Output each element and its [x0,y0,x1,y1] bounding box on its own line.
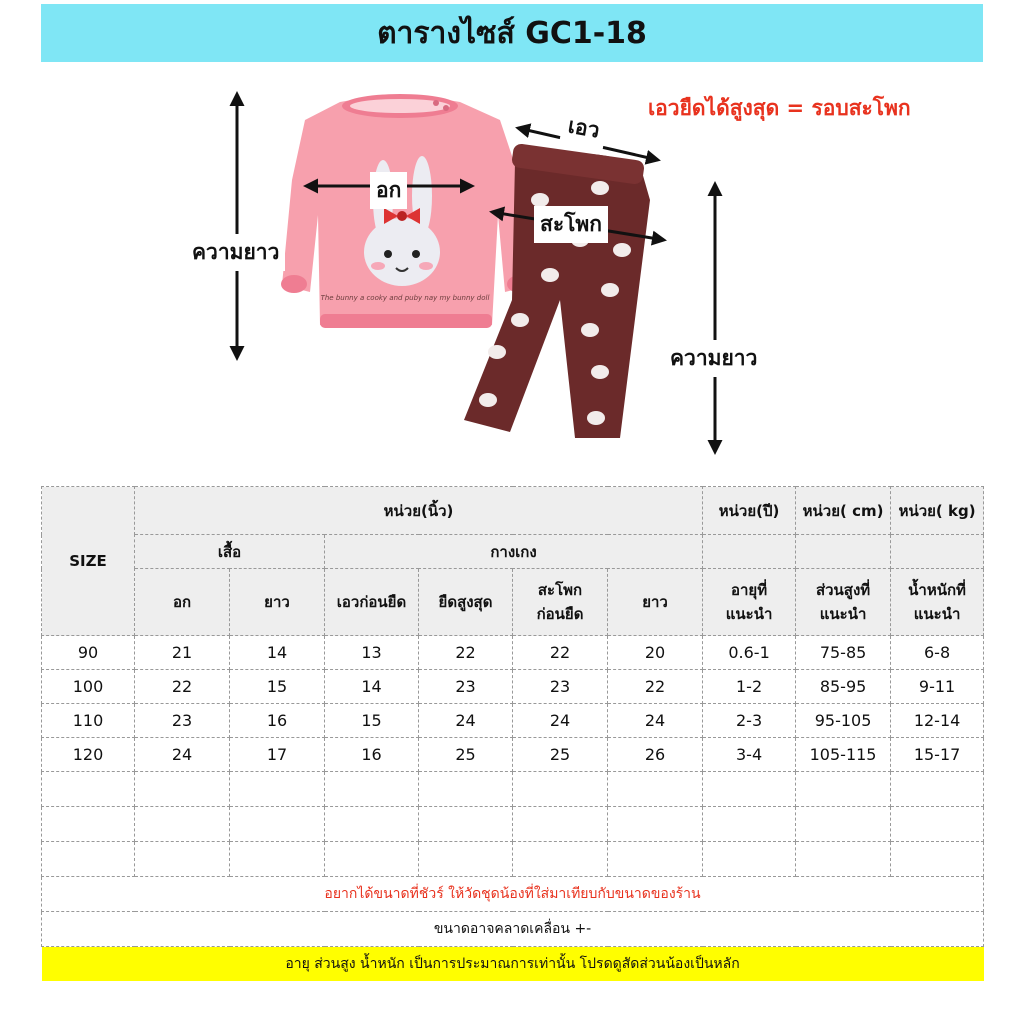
col-hip: สะโพก ก่อนยืด [513,569,608,636]
table-cell: 14 [230,636,325,670]
pants-waist-label: เอว [559,106,608,150]
measure-advice-note: อยากได้ขนาดที่ชัวร์ ให้วัดชุดน้องที่ใส่มาเทียบกับขนาดของร้าน [42,877,984,912]
table-cell: 15 [230,670,325,704]
table-cell: 23 [513,670,608,704]
table-row [42,738,984,772]
table-cell: 9-11 [891,670,984,704]
table-cell: 3-4 [703,738,796,772]
estimate-disclaimer: อายุ ส่วนสูง น้ำหนัก เป็นการประมาณการเท่านั้น โปรดดูสัดส่วนน้องเป็นหลัก [42,947,984,982]
garment-illustration [0,62,1024,482]
table-cell: 2-3 [703,704,796,738]
shirt-group-header: เสื้อ [135,535,325,569]
col-waist-unstretched: เอวก่อนยืด [325,569,419,636]
table-row [42,704,984,738]
table-cell: 75-85 [796,636,891,670]
table-cell: 85-95 [796,670,891,704]
size-cell: 100 [42,670,135,704]
table-cell: 24 [608,704,703,738]
table-cell: 22 [135,670,230,704]
size-cell: 90 [42,636,135,670]
col-height: ส่วนสูงที่ แนะนำ [796,569,891,636]
col-age: อายุที่ แนะนำ [703,569,796,636]
pants-group-header: กางเกง [325,535,703,569]
table-cell: 12-14 [891,704,984,738]
table-cell: 15-17 [891,738,984,772]
inch-unit-header: หน่วย(นิ้ว) [135,487,703,535]
tolerance-note: ขนาดอาจคลาดเคลื่อน +- [42,912,984,947]
col-pants-length: ยาว [608,569,703,636]
table-row [42,670,984,704]
col-weight: น้ำหนักที่ แนะนำ [891,569,984,636]
shirt-length-label: ความยาว [186,234,285,271]
table-cell: 22 [513,636,608,670]
size-header: SIZE [42,487,135,636]
table-cell: 0.6-1 [703,636,796,670]
table-cell: 25 [513,738,608,772]
shirt-image [281,94,533,328]
table-cell: 13 [325,636,419,670]
col-shirt-length: ยาว [230,569,325,636]
table-cell: 24 [419,704,513,738]
table-cell: 23 [419,670,513,704]
table-cell: 26 [608,738,703,772]
col-chest: อก [135,569,230,636]
table-cell: 1-2 [703,670,796,704]
size-table [41,486,984,981]
table-cell: 23 [135,704,230,738]
table-cell: 21 [135,636,230,670]
table-cell: 22 [419,636,513,670]
table-cell: 24 [135,738,230,772]
year-unit-header: หน่วย(ปี) [703,487,796,535]
title-bar [41,4,983,62]
table-cell: 25 [419,738,513,772]
table-cell: 95-105 [796,704,891,738]
page-title: ตารางไซส์ GC1-18 [377,15,647,51]
pants-hip-label: สะโพก [534,206,608,243]
table-cell: 24 [513,704,608,738]
table-cell: 16 [325,738,419,772]
table-cell: 14 [325,670,419,704]
shirt-print-text: The bunny a cooky and puby nay my bunny doll [320,294,490,302]
kg-unit-header: หน่วย( kg) [891,487,984,535]
col-max-stretch: ยืดสูงสุด [419,569,513,636]
waist-stretch-note: เอวยืดได้สูงสุด = รอบสะโพก [648,96,911,120]
table-row [42,636,984,670]
shirt-chest-label: อก [370,172,407,209]
table-cell: 6-8 [891,636,984,670]
size-cell: 120 [42,738,135,772]
table-cell: 15 [325,704,419,738]
cm-unit-header: หน่วย( cm) [796,487,891,535]
pants-length-label: ความยาว [664,340,763,377]
table-cell: 105-115 [796,738,891,772]
table-cell: 17 [230,738,325,772]
table-cell: 20 [608,636,703,670]
table-cell: 22 [608,670,703,704]
size-cell: 110 [42,704,135,738]
table-cell: 16 [230,704,325,738]
